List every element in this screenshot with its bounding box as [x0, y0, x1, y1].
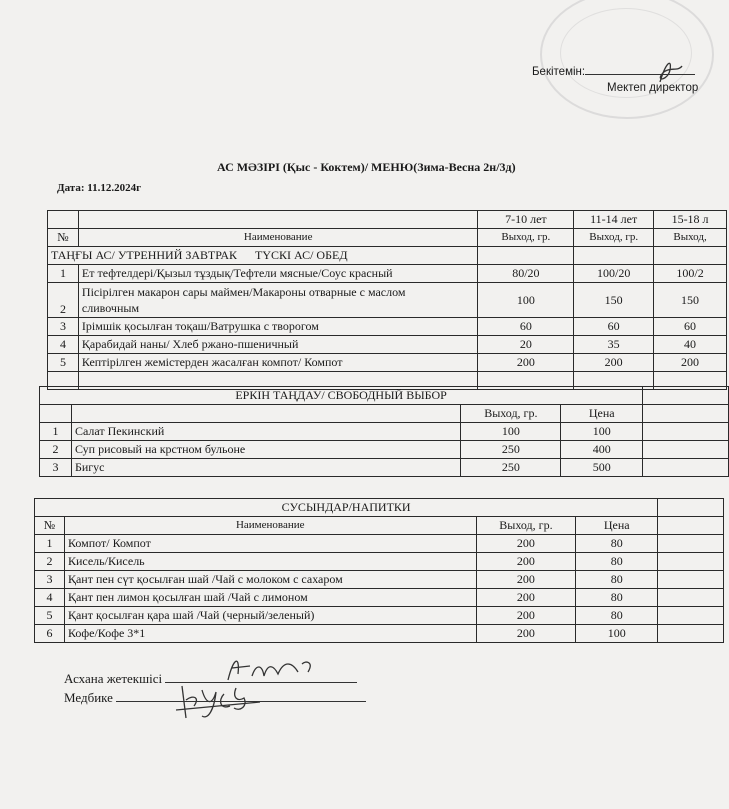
- age-group-header: 15-18 л: [654, 211, 727, 229]
- free-choice-table: [39, 386, 729, 477]
- no-header: №: [35, 517, 65, 535]
- yield-header: Выход, гр.: [461, 405, 561, 423]
- drink-name: Кисель/Кисель: [64, 553, 476, 571]
- table-row: [35, 589, 724, 607]
- drinks-table: [34, 498, 724, 643]
- yield-value: 200: [476, 553, 576, 571]
- yield-value: 200: [476, 625, 576, 643]
- row-number: 3: [48, 318, 79, 336]
- main-menu-table: [47, 210, 727, 390]
- table-row: [48, 318, 727, 336]
- no-header: №: [48, 229, 79, 247]
- name-header: Наименование: [64, 517, 476, 535]
- row-number: 2: [35, 553, 65, 571]
- price-value: 80: [576, 553, 658, 571]
- price-value: 80: [576, 535, 658, 553]
- yield-value: 200: [478, 354, 574, 372]
- table-row: [48, 283, 727, 318]
- yield-value: 150: [574, 283, 654, 318]
- yield-value: 200: [574, 354, 654, 372]
- table-row: [35, 607, 724, 625]
- row-number: 4: [48, 336, 79, 354]
- yield-header: Выход, гр.: [574, 229, 654, 247]
- section-row: [35, 499, 724, 517]
- row-number: 3: [40, 459, 72, 477]
- yield-value: 250: [461, 441, 561, 459]
- row-number: 2: [48, 283, 79, 318]
- price-value: 100: [561, 423, 643, 441]
- drink-name: Қант пен лимон қосылған шай /Чай с лимоном: [64, 589, 476, 607]
- table-row: [48, 229, 727, 247]
- dish-name: Суп рисовый на крстном бульоне: [71, 441, 460, 459]
- yield-value: 200: [476, 589, 576, 607]
- yield-value: 200: [476, 607, 576, 625]
- yield-value: 250: [461, 459, 561, 477]
- yield-header: Выход, гр.: [478, 229, 574, 247]
- row-number: 1: [35, 535, 65, 553]
- yield-value: 150: [654, 283, 727, 318]
- yield-value: 100/20: [574, 265, 654, 283]
- price-value: 400: [561, 441, 643, 459]
- row-number: 2: [40, 441, 72, 459]
- drink-name: Кофе/Кофе 3*1: [64, 625, 476, 643]
- table-row: [48, 336, 727, 354]
- yield-value: 20: [478, 336, 574, 354]
- yield-value: 200: [654, 354, 727, 372]
- table-row: [40, 423, 729, 441]
- nurse-signature: [172, 680, 272, 724]
- table-row: [35, 571, 724, 589]
- table-row: [35, 517, 724, 535]
- table-row: [40, 441, 729, 459]
- name-header: Наименование: [78, 229, 478, 247]
- price-header: Цена: [561, 405, 643, 423]
- drinks-title: СУСЫНДАР/НАПИТКИ: [35, 499, 658, 517]
- section-row: [48, 247, 727, 265]
- yield-header: Выход, гр.: [476, 517, 576, 535]
- price-value: 80: [576, 589, 658, 607]
- price-value: 80: [576, 571, 658, 589]
- menu-date: Дата: 11.12.2024г: [57, 182, 142, 194]
- dish-name: Бигус: [71, 459, 460, 477]
- row-number: 6: [35, 625, 65, 643]
- price-value: 500: [561, 459, 643, 477]
- nurse-label: Медбике: [64, 690, 113, 705]
- age-group-header: 7-10 лет: [478, 211, 574, 229]
- drink-name: Қант қосылған қара шай /Чай (черный/зеленый): [64, 607, 476, 625]
- table-row: [48, 354, 727, 372]
- yield-value: 100: [461, 423, 561, 441]
- price-value: 100: [576, 625, 658, 643]
- yield-value: 60: [574, 318, 654, 336]
- row-number: 1: [48, 265, 79, 283]
- approval-label: Бекітемін:: [532, 66, 586, 78]
- table-row: [40, 405, 729, 423]
- drink-name: Қант пен сүт қосылған шай /Чай с молоком с сахаром: [64, 571, 476, 589]
- price-value: 80: [576, 607, 658, 625]
- yield-value: 35: [574, 336, 654, 354]
- meal-section-label: ТАҢҒЫ АС/ УТРЕННИЙ ЗАВТРАК ТҮСКІ АС/ ОБЕД: [48, 247, 478, 265]
- dish-name: Кептірілген жемістерден жасалған компот/ Компот: [78, 354, 478, 372]
- director-label: Мектеп директор: [607, 82, 699, 94]
- yield-value: 60: [478, 318, 574, 336]
- table-row: [35, 553, 724, 571]
- yield-value: 200: [476, 571, 576, 589]
- kitchen-head-label: Асхана жетекшісі: [64, 671, 163, 686]
- row-number: 4: [35, 589, 65, 607]
- dish-name: Қарабидай наны/ Хлеб ржано-пшеничный: [78, 336, 478, 354]
- free-choice-title: ЕРКІН ТАҢДАУ/ СВОБОДНЫЙ ВЫБОР: [40, 387, 643, 405]
- row-number: 5: [35, 607, 65, 625]
- dish-name: Пісірілген макарон сары маймен/Макароны отварные с маслом сливочным: [78, 283, 478, 318]
- yield-value: 40: [654, 336, 727, 354]
- table-row: [48, 265, 727, 283]
- table-row: [40, 459, 729, 477]
- table-row: [48, 211, 727, 229]
- dish-name: Салат Пекинский: [71, 423, 460, 441]
- section-row: [40, 387, 729, 405]
- row-number: 5: [48, 354, 79, 372]
- drink-name: Компот/ Компот: [64, 535, 476, 553]
- yield-value: 100/2: [654, 265, 727, 283]
- yield-value: 80/20: [478, 265, 574, 283]
- table-row: [35, 535, 724, 553]
- yield-value: 100: [478, 283, 574, 318]
- table-row: [35, 625, 724, 643]
- dish-name: Ет тефтелдері/Қызыл тұздық/Тефтели мясные/Соус красный: [78, 265, 478, 283]
- row-number: 3: [35, 571, 65, 589]
- dish-name: Ірімшік қосылған тоқаш/Ватрушка с творогом: [78, 318, 478, 336]
- age-group-header: 11-14 лет: [574, 211, 654, 229]
- yield-value: 60: [654, 318, 727, 336]
- yield-value: 200: [476, 535, 576, 553]
- row-number: 1: [40, 423, 72, 441]
- menu-title: АС МӘЗІРІ (Қыс - Коктем)/ МЕНЮ(Зима-Весна 2н/3д): [217, 160, 516, 174]
- price-header: Цена: [576, 517, 658, 535]
- yield-header: Выход,: [654, 229, 727, 247]
